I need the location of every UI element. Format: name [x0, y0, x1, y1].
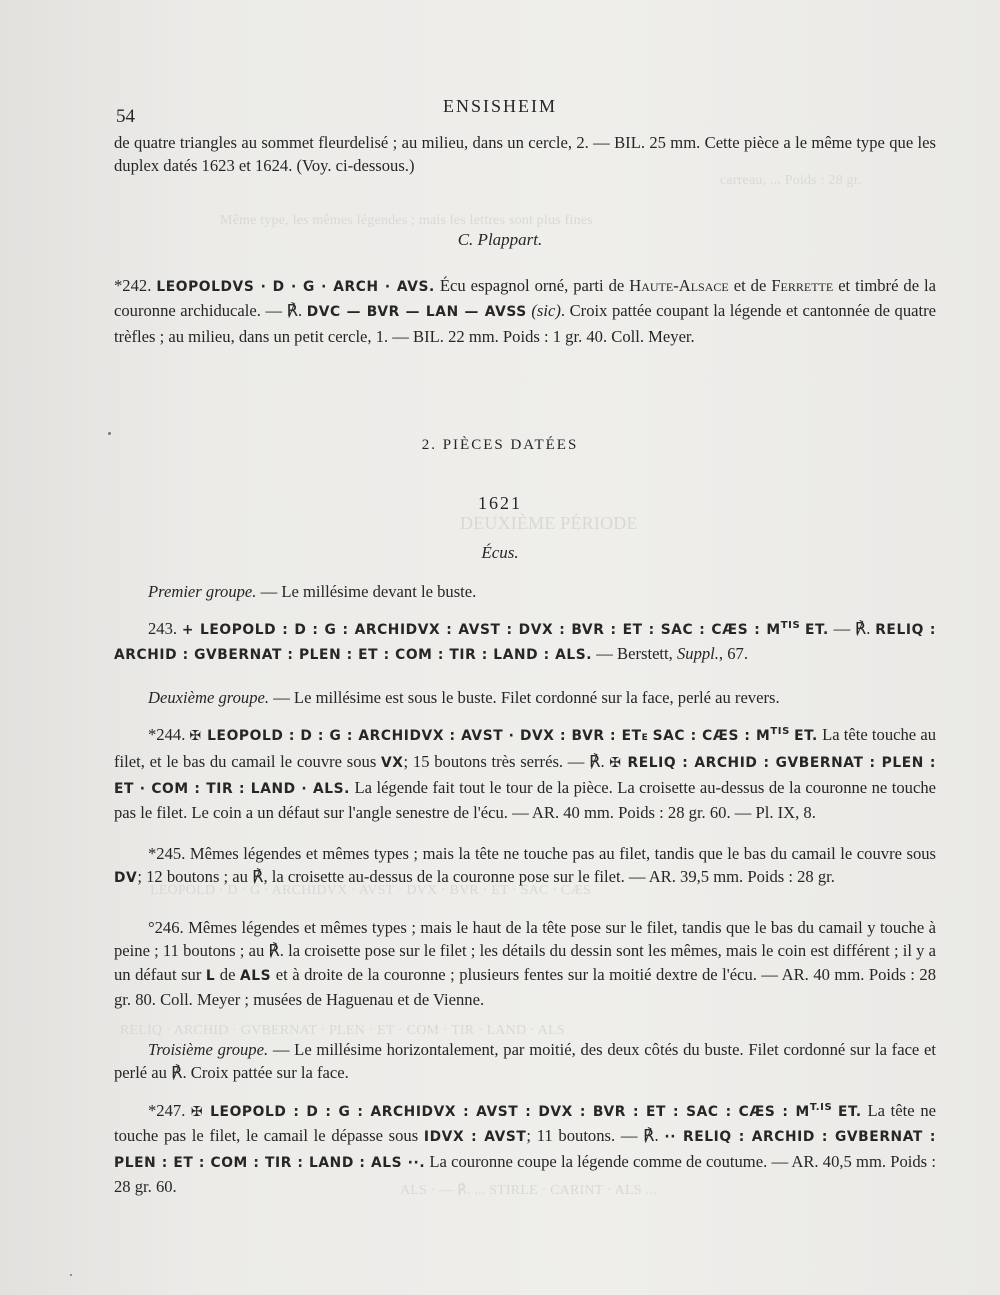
speck [108, 432, 111, 435]
continuation-paragraph: de quatre triangles au sommet fleurdelisé ; au milieu, dans un cercle, 2. — BIL. 25 mm. Cette pièce a le même type que les duplex datés 1623 et 1624. (Voy. ci-dessous.) [114, 133, 936, 176]
sic-note: (sic) [531, 301, 561, 321]
entry-246: °246. Mêmes légendes et mêmes types ; mais le haut de la tête pose sur le filet, tandis que le bas du camail y touche à peine ; 11 boutons ; au ℟. la croisette pose sur le filet ; les détails du dessin sont les mêmes, mais le coin est différent ; il y a un défaut sur L de ALS et à droite de la couronne ; plusieurs fentes sur la moitié dextre de l'écu. — AR. 40 mm. Poids : 28 gr. 80. Coll. Meyer ; musées de Haguenau et de Vienne. [114, 918, 937, 1010]
entry-242: *242. LEOPOLDVS · D · G · ARCH · AVS. Écu espagnol orné, parti de Haute-Alsace et de Ferrette et timbré de la couronne archiducale. — ℟. DVC — BVR — LAN — AVSS (sic). Croix pattée coupant la légende et cantonnée de quatre trèfles ; au milieu, dans un petit cercle, 1. — BIL. 22 mm. Poids : 1 gr. 40. Coll. Meyer. [114, 276, 937, 346]
entry-number: *244. [148, 725, 186, 744]
legend-obverse: ✠ LEOPOLD : D : G : ARCHIDVX : AVST : DVX : BVR : ET : SAC : CÆS : M [191, 1104, 810, 1120]
group-2: Deuxième groupe. — Le millésime est sous le buste. Filet cordonné sur la face, perlé au revers. [148, 688, 780, 707]
legend-reverse: ✠ RELIQ : ARCHID : GVBERNAT : PLEN : ET · COM : TIR : LAND · ALS. [114, 755, 937, 797]
group-3: Troisième groupe. — Le millésime horizontalement, par moitié, des deux côtés du buste. Filet cordonné sur la face et perlé au ℟. Croix pattée sur la face. [114, 1040, 936, 1083]
speck [70, 1274, 72, 1276]
group-1: Premier groupe. — Le millésime devant le buste. [148, 582, 477, 601]
legend-reverse: ·· RELIQ : ARCHID : GVBERNAT : PLEN : ET : COM : TIR : LAND : ALS ··. [114, 1129, 936, 1171]
section-c-heading: C. Plappart. [457, 230, 543, 249]
entry-number: *247. [148, 1101, 186, 1120]
entry-245: *245. Mêmes légendes et mêmes types ; mais la tête ne touche pas au filet, tandis que le bas du camail le couvre sous DV; 12 boutons ; au ℟, la croisette au-dessus de la couronne pose sur le filet. — AR. 39,5 mm. Poids : 28 gr. [114, 844, 936, 887]
ecus-subheading: Écus. [481, 543, 519, 562]
entry-number: °246. [148, 918, 184, 937]
legend-reverse: DVC — BVR — LAN — AVSS [306, 304, 527, 321]
entry-247: *247. ✠ LEOPOLD : D : G : ARCHIDVX : AVST : DVX : BVR : ET : SAC : CÆS : $M^{T.IS}$ ET. La tête ne touche pas le filet, le camail le dépasse sous IDVX : AVST; 11 boutons. — ℟. ·· RELIQ : ARCHID : GVBERNAT : PLEN : ET : COM : TIR : LAND : ALS ··. La couronne coupe la légende comme de coutume. — AR. 40,5 mm. Poids : 28 gr. 60. [114, 1101, 936, 1197]
section-2-heading: 2. PIÈCES DATÉES [421, 437, 579, 453]
page-number: 54 [116, 106, 135, 127]
legend-obverse: + LEOPOLD : D : G : ARCHIDVX : AVST : DVX : BVR : ET : SAC : CÆS : M [181, 622, 781, 638]
book-page: carreau, ... Poids : 28 gr. Même type, les mêmes légendes ; mais les lettres sont plus fines DEUXIÈME PÉRIODE LEOPOLD · D · G · ARCHIDVX · AVST · DVX · BVR · ET · SAC · CÆS RELIQ · ARCHID · GVBERNAT · PLEN · ET · COM · TIR · LAND · ALS ALS · — ℟. ... STIRLE · CARINT · ALS ... 54 ENSISHEIM de quatre triangles au sommet fleurdelisé ; au milieu, dans un cercle, 2. — BIL. 25 mm. Cette pièce a le même type que les duplex datés 1623 et 1624. (Voy. ci-dessous.) C. Plappart. *242. LEOPOLDVS · D · G · ARCH · AVS. Écu espagnol orné, parti de Haute-Alsace et de Ferrette et timbré de la couronne archiducale. — ℟. DVC — BVR — LAN — AVSS (sic). Croix pattée coupant la légende et cantonnée de quatre trèfles ; au milieu, dans un petit cercle, 1. — BIL. 22 mm. Poids : 1 gr. 40. Coll. Meyer. 2. PIÈCES DATÉES 1621 Écus. Premier groupe. — Le millésime devant le buste. 243. + LEOPOLD : D : G : ARCHIDVX : AVST : DVX : BVR : ET : SAC : CÆS : $M^{TIS}$ ET. — ℟. RELIQ : ARCHID : GVBERNAT : PLEN : ET : COM : TIR : LAND : ALS. — Berstett, Suppl., 67. Deuxième groupe. — Le millésime est sous le buste. Filet cordonné sur la face, perlé au revers. *244. ✠ LEOPOLD : D : G : ARCHIDVX : AVST · DVX : BVR : ETE SAC : CÆS : $M^{TIS}$ ET. La tête touche au filet, et le bas du camail le couvre sous VX; 15 boutons très serrés. — ℟. ✠ RELIQ : ARCHID : GVBERNAT : PLEN : ET · COM : TIR : LAND · ALS. La légende fait tout le tour de la pièce. La croisette au-dessus de la couronne ne touche pas le filet. Le coin a un défaut sur l'angle senestre de l'écu. — AR. 40 mm. Poids : 28 gr. 60. — Pl. IX, 8. *245. Mêmes légendes et mêmes types ; mais la tête ne touche pas au filet, tandis que le bas du camail le couvre sous DV; 12 boutons ; au ℟, la croisette au-dessus de la couronne pose sur le filet. — AR. 39,5 mm. Poids : 28 gr. °246. Mêmes légendes et mêmes types ; mais le haut de la tête pose sur le filet, tandis que le bas du camail y touche à peine ; 11 boutons ; au ℟. la croisette pose sur le filet ; les détails du dessin sont les mêmes, mais le coin est différent ; il y a un défaut sur L de ALS et à droite de la couronne ; plusieurs fentes sur la moitié dextre de l'écu. — AR. 40 mm. Poids : 28 gr. 80. Coll. Meyer ; musées de Haguenau et de Vienne. Troisième groupe. — Le millésime horizontalement, par moitié, des deux côtés du buste. Filet cordonné sur la face et perlé au ℟. Croix pattée sur la face. *247. ✠ LEOPOLD : D : G : ARCHIDVX : AVST : DVX : BVR : ET : SAC : CÆS : $M^{T.IS}$ ET. La tête ne touche pas le filet, le camail le dépasse sous IDVX : AVST; 11 boutons. — ℟. ·· RELIQ : ARCHID : GVBERNAT : PLEN : ET : COM : TIR : LAND : ALS ··. La couronne coupe la légende comme de coutume. — AR. 40,5 mm. Poids : 28 gr. 60. [0, 0, 1000, 1295]
year-heading: 1621 [478, 493, 522, 513]
entry-244: *244. ✠ LEOPOLD : D : G : ARCHIDVX : AVST · DVX : BVR : ETE SAC : CÆS : $M^{TIS}$ ET. La tête touche au filet, et le bas du camail le couvre sous VX; 15 boutons très serrés. — ℟. ✠ RELIQ : ARCHID : GVBERNAT : PLEN : ET · COM : TIR : LAND · ALS. La légende fait tout le tour de la pièce. La croisette au-dessus de la couronne ne touche pas le filet. Le coin a un défaut sur l'angle senestre de l'écu. — AR. 40 mm. Poids : 28 gr. 60. — Pl. IX, 8. [114, 725, 937, 823]
entry-243: 243. + LEOPOLD : D : G : ARCHIDVX : AVST : DVX : BVR : ET : SAC : CÆS : $M^{TIS}$ ET. — ℟. RELIQ : ARCHID : GVBERNAT : PLEN : ET : COM : TIR : LAND : ALS. — Berstett, Suppl., 67. [114, 619, 937, 664]
legend-obverse: ✠ LEOPOLD : D : G : ARCHIDVX : AVST · DVX : BVR : ET [189, 728, 642, 744]
entry-number: *245. [148, 844, 186, 863]
legend-obverse: LEOPOLDVS · D · G · ARCH · AVS. [156, 279, 435, 295]
entry-number: *242. [114, 276, 152, 295]
haute-alsace: Haute-Alsace [629, 276, 729, 295]
running-head: ENSISHEIM [442, 96, 557, 116]
ferrette: Ferrette [771, 276, 834, 295]
entry-number: 243. [148, 619, 178, 638]
legend-reverse: RELIQ : ARCHID : GVBERNAT : PLEN : ET : COM : TIR : LAND : ALS. [114, 622, 937, 664]
